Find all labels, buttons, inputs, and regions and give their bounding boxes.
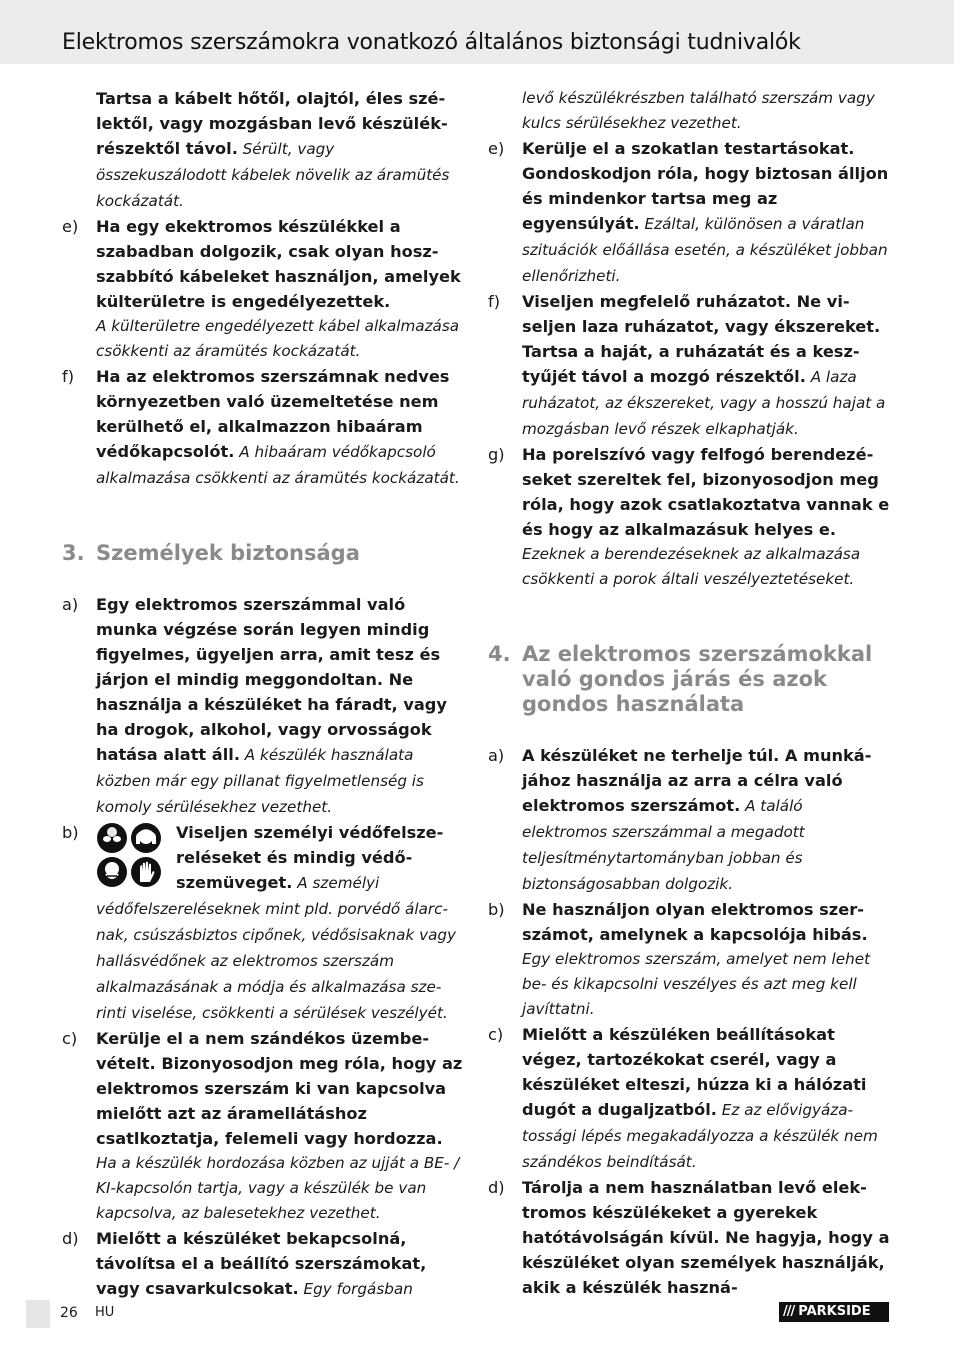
item-italic-text: Sérült, vagy összekuszálodott kábelek növelik az áramütés kockázatát. (96, 140, 450, 210)
list-item-a (62, 592, 466, 820)
item-bold-text: Ha az elektromos szerszámnak nedves környezetben való üzemeltetése nem kerülhető el, alkalmazzon hibaáram védőkapcsolót. (96, 367, 450, 461)
section-number: 3. (62, 541, 85, 565)
item-bold-text: Egy elektromos szerszámmal való munka végzése során legyen mindig figyelmes, ügyeljen arra, amit tesz és járjon el mindig meggondoltan. Ne használja a készüléket ha fáradt, vagy ha drogok, alkohol, vagy orvosságok hatása alatt áll. (96, 595, 447, 764)
item-bold-text: Kerülje el a szokatlan testartásokat. Gondoskodjon róla, hogy biztosan álljon és mindenkor tartsa meg az egyensúlyát. (522, 139, 889, 233)
item-italic-text: A készülék használata közben már egy pillanat figyelmetlenség is komoly sérülésekhez vezethet. (96, 746, 424, 816)
eye-protection-icon (96, 822, 128, 854)
page-title: Elektromos szerszámokra vonatkozó általános biztonsági tudnivalók (62, 30, 801, 55)
item-marker: e) (488, 139, 505, 158)
list-item-c (488, 1022, 892, 1175)
item-italic-text: A külterületre engedélyezett kábel alkalmazása csökkenti az áramütés kockázatát. (96, 317, 460, 360)
item-bold-text: Ne használjon olyan elektromos szerszámot, amelynek a kapcsolója hibás. (522, 900, 868, 944)
item-italic-text: A laza ruházatot, az ékszereket, vagy a hosszú hajat a mozgásban levő részek elkaphatják. (522, 368, 886, 438)
item-bold-text: Mielőtt a készüléket bekapcsolná, távolítsa el a beállító szerszámokat, vagy csavarkulcsokat. (96, 1229, 427, 1298)
section-title: Személyek biztonsága (96, 541, 360, 565)
item-bold-text: Ha porelszívó vagy felfogó berendezéseket szereltek fel, bizonyosodjon meg róla, hogy azok csatlakoztatva vannak e és hogy az alkalmazásuk helyes e. (522, 445, 890, 539)
list-item-f (488, 289, 892, 442)
section-title: Az elektromos szerszámokkal való gondos járás és azok gondos használata (522, 642, 873, 716)
list-item-cont (488, 86, 892, 136)
item-marker: e) (62, 217, 79, 236)
item-italic-text: Ha a készülék hordozása közben az ujját a BE- / KI-kapcsolón tartja, vagy a készülék be van kapcsolva, az balesetekhez vezethet. (96, 1154, 460, 1222)
item-bold-text: Tartsa a kábelt hőtől, olajtól, éles szélektől, vagy mozgásban levő készülékrészektől távol. (96, 89, 448, 158)
item-bold-text: Ha egy ekektromos készülékkel a szabadban dolgozik, csak olyan hoszszabbító kábeleket használjon, amelyek külterületre is engedélyezettek. (96, 217, 461, 311)
language-code: HU (95, 1305, 115, 1320)
item-bold-text: Mielőtt a készüléken beállításokat végez, tartozékokat cserél, vagy a készüléket elteszi, húzza ki a hálózati dugót a dugaljzatból. (522, 1025, 867, 1119)
list-item-g (488, 442, 892, 592)
item-italic-text: Ezáltal, különösen a váratlan szituációk előállása esetén, a készüléket jobban ellenőrizheti. (522, 215, 888, 285)
list-item-e (488, 136, 892, 289)
item-italic-text: Egy elektromos szerszám, amelyet nem lehet be- és kikapcsolni veszélyes és azt meg kell javíttatni. (522, 950, 871, 1018)
right-column (488, 86, 892, 1300)
item-marker: f) (488, 292, 501, 311)
item-bold-text: A készüléket ne terhelje túl. A munkájához használja az arra a célra való elektromos szerszámot. (522, 746, 872, 815)
list-item-f (62, 364, 466, 491)
logo-text: PARKSIDE (798, 1304, 871, 1319)
list-item-cont (62, 86, 466, 214)
footer-page-box (26, 1300, 50, 1328)
item-italic-text: A hibaáram védőkapcsoló alkalmazása csökkenti az áramütés kockázatát. (96, 443, 460, 487)
item-bold-text: Viseljen megfelelő ruházatot. Ne viseljen laza ruházatot, vagy ékszereket. Tartsa a haját, a ruházatát és a kesztyűjét távol a mozgó részektől. (522, 292, 881, 386)
list-item-d (488, 1175, 892, 1300)
item-italic-text: A találó elektromos szerszámmal a megadott teljesítménytartományban jobban és biztonságosabban dolgozik. (522, 797, 805, 893)
brand-logo (779, 1302, 889, 1322)
item-marker: b) (488, 900, 505, 919)
item-marker: a) (488, 746, 505, 765)
left-column (62, 86, 466, 1302)
list-item-b (488, 897, 892, 1022)
item-marker: a) (62, 595, 79, 614)
item-marker: c) (488, 1025, 504, 1044)
item-italic-text: A személyi védőfelszereléseknek mint pld. porvédő álarcnak, csúszásbiztos cipőnek, védősisaknak vagy hallásvédőnek az elektromos szerszám alkalmazásának a módja és alkalmazása szerinti viselése, csökkenti a sérülések veszélyét. (96, 874, 457, 1022)
ppe-icons (96, 822, 162, 888)
section-heading-3 (62, 541, 466, 566)
section-number: 4. (488, 642, 511, 666)
item-italic-text: Ez az elővigyázatossági lépés megakadályozza a készülék nem szándékos beindítását. (522, 1101, 878, 1171)
item-marker: g) (488, 445, 505, 464)
item-marker: c) (62, 1029, 78, 1048)
gloves-icon (130, 856, 162, 888)
list-item-d (62, 1226, 466, 1302)
item-marker: f) (62, 367, 75, 386)
item-italic-text: levő készülékrészben található szerszám vagy kulcs sérülésekhez vezethet. (522, 89, 875, 132)
item-italic-text: Ezeknek a berendezéseknek az alkalmazása csökkenti a porok általi veszélyeztetéseket. (522, 545, 861, 588)
item-bold-text: Tárolja a nem használatban levő elektromos készülékeket a gyerekek hatótávolságán kívül. Ne hagyja, hogy a készüléket olyan személyek használják, akik a készülék haszná- (522, 1178, 890, 1297)
page-number: 26 (60, 1305, 78, 1321)
dust-mask-icon (96, 856, 128, 888)
page-header (0, 0, 954, 64)
logo-slashes: /// (783, 1304, 795, 1319)
list-item-e (62, 214, 466, 364)
item-marker: d) (62, 1229, 79, 1248)
list-item-c (62, 1026, 466, 1226)
item-bold-text: Kerülje el a nem szándékos üzembevételt. Bizonyosodjon meg róla, hogy az elektromos szerszám ki van kapcsolva mielőtt azt az áramellátáshoz csatlkoztatja, felemeli vagy hordozza. (96, 1029, 463, 1148)
item-marker: b) (62, 823, 79, 842)
list-item-a (488, 743, 892, 897)
section-heading-4 (488, 642, 892, 717)
hearing-protection-icon (130, 822, 162, 854)
item-marker: d) (488, 1178, 505, 1197)
item-bold-text: Viseljen személyi védőfelszereléseket és mindig védőszemüveget. (176, 823, 444, 892)
list-item-b (62, 820, 466, 1026)
item-italic-text: Egy forgásban (298, 1280, 413, 1298)
